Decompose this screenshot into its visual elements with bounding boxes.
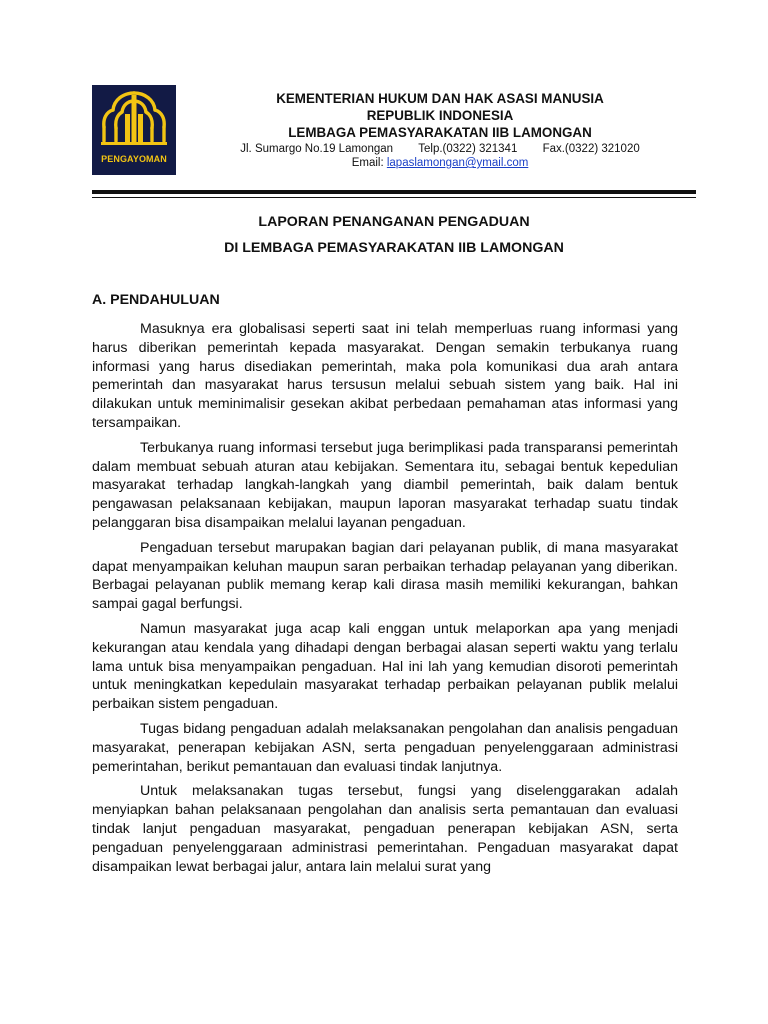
logo-label: PENGAYOMAN [101,154,167,164]
report-subtitle: DI LEMBAGA PEMASYARAKATAN IIB LAMONGAN [224,240,564,256]
letterhead-divider-thin [92,197,696,198]
paragraph: Terbukanya ruang informasi tersebut juga berimplikasi pada transparansi pemerintah dalam membuat sebuah aturan atau kebijakan. Sementara itu, sebagai bentuk kepedulian masyarakat terhadap langkah-langkah yang diambil pemerintah, baik dalam bentuk pengawasan pelaksanaan kebijakan, maupun laporan masyarakat terhadap suatu tindak pelanggaran bisa disampaikan melalui layanan pengaduan. [92,439,678,531]
paragraph: Tugas bidang pengaduan adalah melaksanakan pengolahan dan analisis pengaduan masyarakat, penerapan kebijakan ASN, serta pengaduan penyelenggaraan administrasi pemerintahan, berikut pemantauan dan evaluasi tindak lanjutnya. [92,720,678,775]
section-body [92,320,678,882]
country-name: REPUBLIK INDONESIA [366,108,514,123]
report-title: LAPORAN PENANGANAN PENGADUAN [258,214,530,230]
phone-text: Telp.(0322) 321341 [418,143,518,155]
paragraph: Masuknya era globalisasi seperti saat ini telah memperluas ruang informasi yang harus diberikan pemerintah kepada masyarakat. Dengan semakin terbukanya ruang informasi yang harus disediakan pemerintah, maka pola komunikasi dua arah antara pemerintah dan masyarakat harus tersusun melalui sebuah sistem yang baik. Hal ini dilakukan untuk meminimalisir gesekan akibat perbedaan pemahaman atas informasi yang tersampaikan. [92,321,678,431]
email-link[interactable]: lapaslamongan@ymail.com [386,157,529,169]
paragraph: Namun masyarakat juga acap kali enggan untuk melaporkan apa yang menjadi kekurangan atau kendala yang dihadapi dengan berbagai alasan seperti waktu yang terlalu lama untuk bisa menyampaikan pengaduan. Hal ini lah yang kemudian disoroti pemerintah untuk meningkatkan kepedulain masyarakat terhadap perbaikan pelayanan publik melalui perbaikan sistem pengaduan. [92,620,678,713]
letterhead [200,90,680,170]
ministry-name: KEMENTERIAN HUKUM DAN HAK ASASI MANUSIA [276,91,604,106]
address-text: Jl. Sumargo No.19 Lamongan [240,143,394,155]
letterhead-divider-thick [92,190,696,194]
pengayoman-tree-emblem-icon [92,85,176,155]
contact-line [200,142,680,157]
fax-text: Fax.(0322) 321020 [542,143,640,155]
section-heading: A. PENDAHULUAN [92,292,220,308]
pengayoman-logo [92,85,176,175]
institution-name: LEMBAGA PEMASYARAKATAN IIB LAMONGAN [288,125,592,140]
paragraph: Untuk melaksanakan tugas tersebut, fungsi yang diselenggarakan adalah menyiapkan bahan pelaksanaan pengolahan dan analisis serta pemantauan dan evaluasi tindak lanjut pengaduan masyarakat, pengaduan penerapan kebijakan ASN, serta pengaduan penyelenggaraan administrasi pemerintahan. Pengaduan masyarakat dapat disampaikan lewat berbagai jalur, antara lain melalui surat yang [92,783,678,875]
paragraph: Pengaduan tersebut marupakan bagian dari pelayanan publik, di mana masyarakat dapat menyampaikan keluhan maupun saran perbaikan terhadap pelayanan yang diberikan. Berbagai pelayanan publik memang kerap kali dirasa masih memiliki kekurangan, bahkan sampai gagal berfungsi. [92,539,678,613]
email-line [200,157,680,170]
email-label: Email: [351,157,384,169]
